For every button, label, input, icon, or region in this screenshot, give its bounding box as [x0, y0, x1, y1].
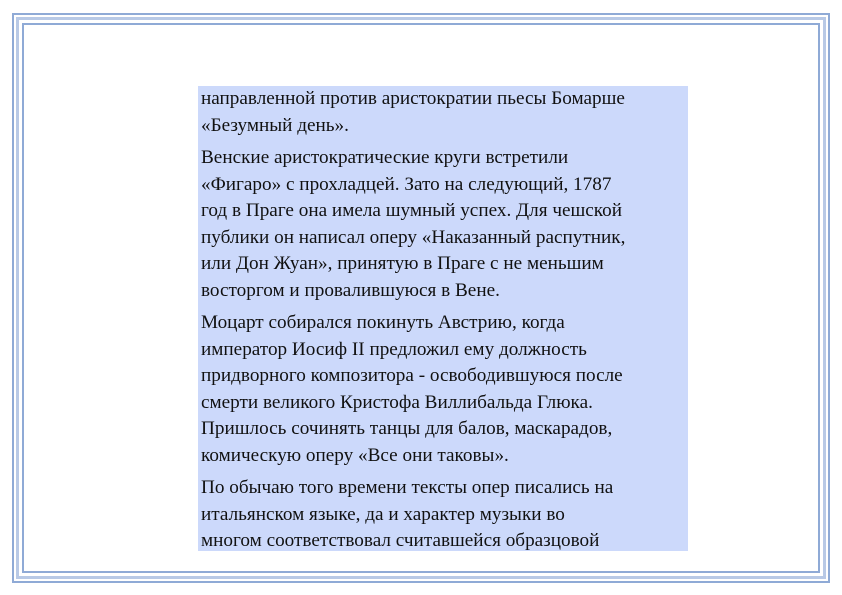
paragraph-1: направленной против аристократии пьесы Бомарше «Безумный день». [201, 88, 625, 136]
text-box [198, 86, 688, 551]
paragraph-4: По обычаю того времени тексты опер писались на итальянском языке, да и характер музыки во многом соответствовал считавшейся образцовой [201, 477, 614, 551]
paragraph-2: Венские аристократические круги встретили «Фигаро» с прохладцей. Зато на следующий, 1787 год в Праге она имела шумный успех. Для чешской публики он написал оперу «Наказанный распутник, или Дон Жуан», принятую в Праге с не меньшим восторгом и провалившуюся в Вене. [201, 147, 626, 301]
paragraph-3: Моцарт собирался покинуть Австрию, когда император Иосиф II предложил ему должность придворного композитора - освободившуюся после смерти великого Кристофа Виллибальда Глюка. Пришлось сочинять танцы для балов, маскарадов, комическую оперу «Все они таковы». [201, 312, 623, 466]
